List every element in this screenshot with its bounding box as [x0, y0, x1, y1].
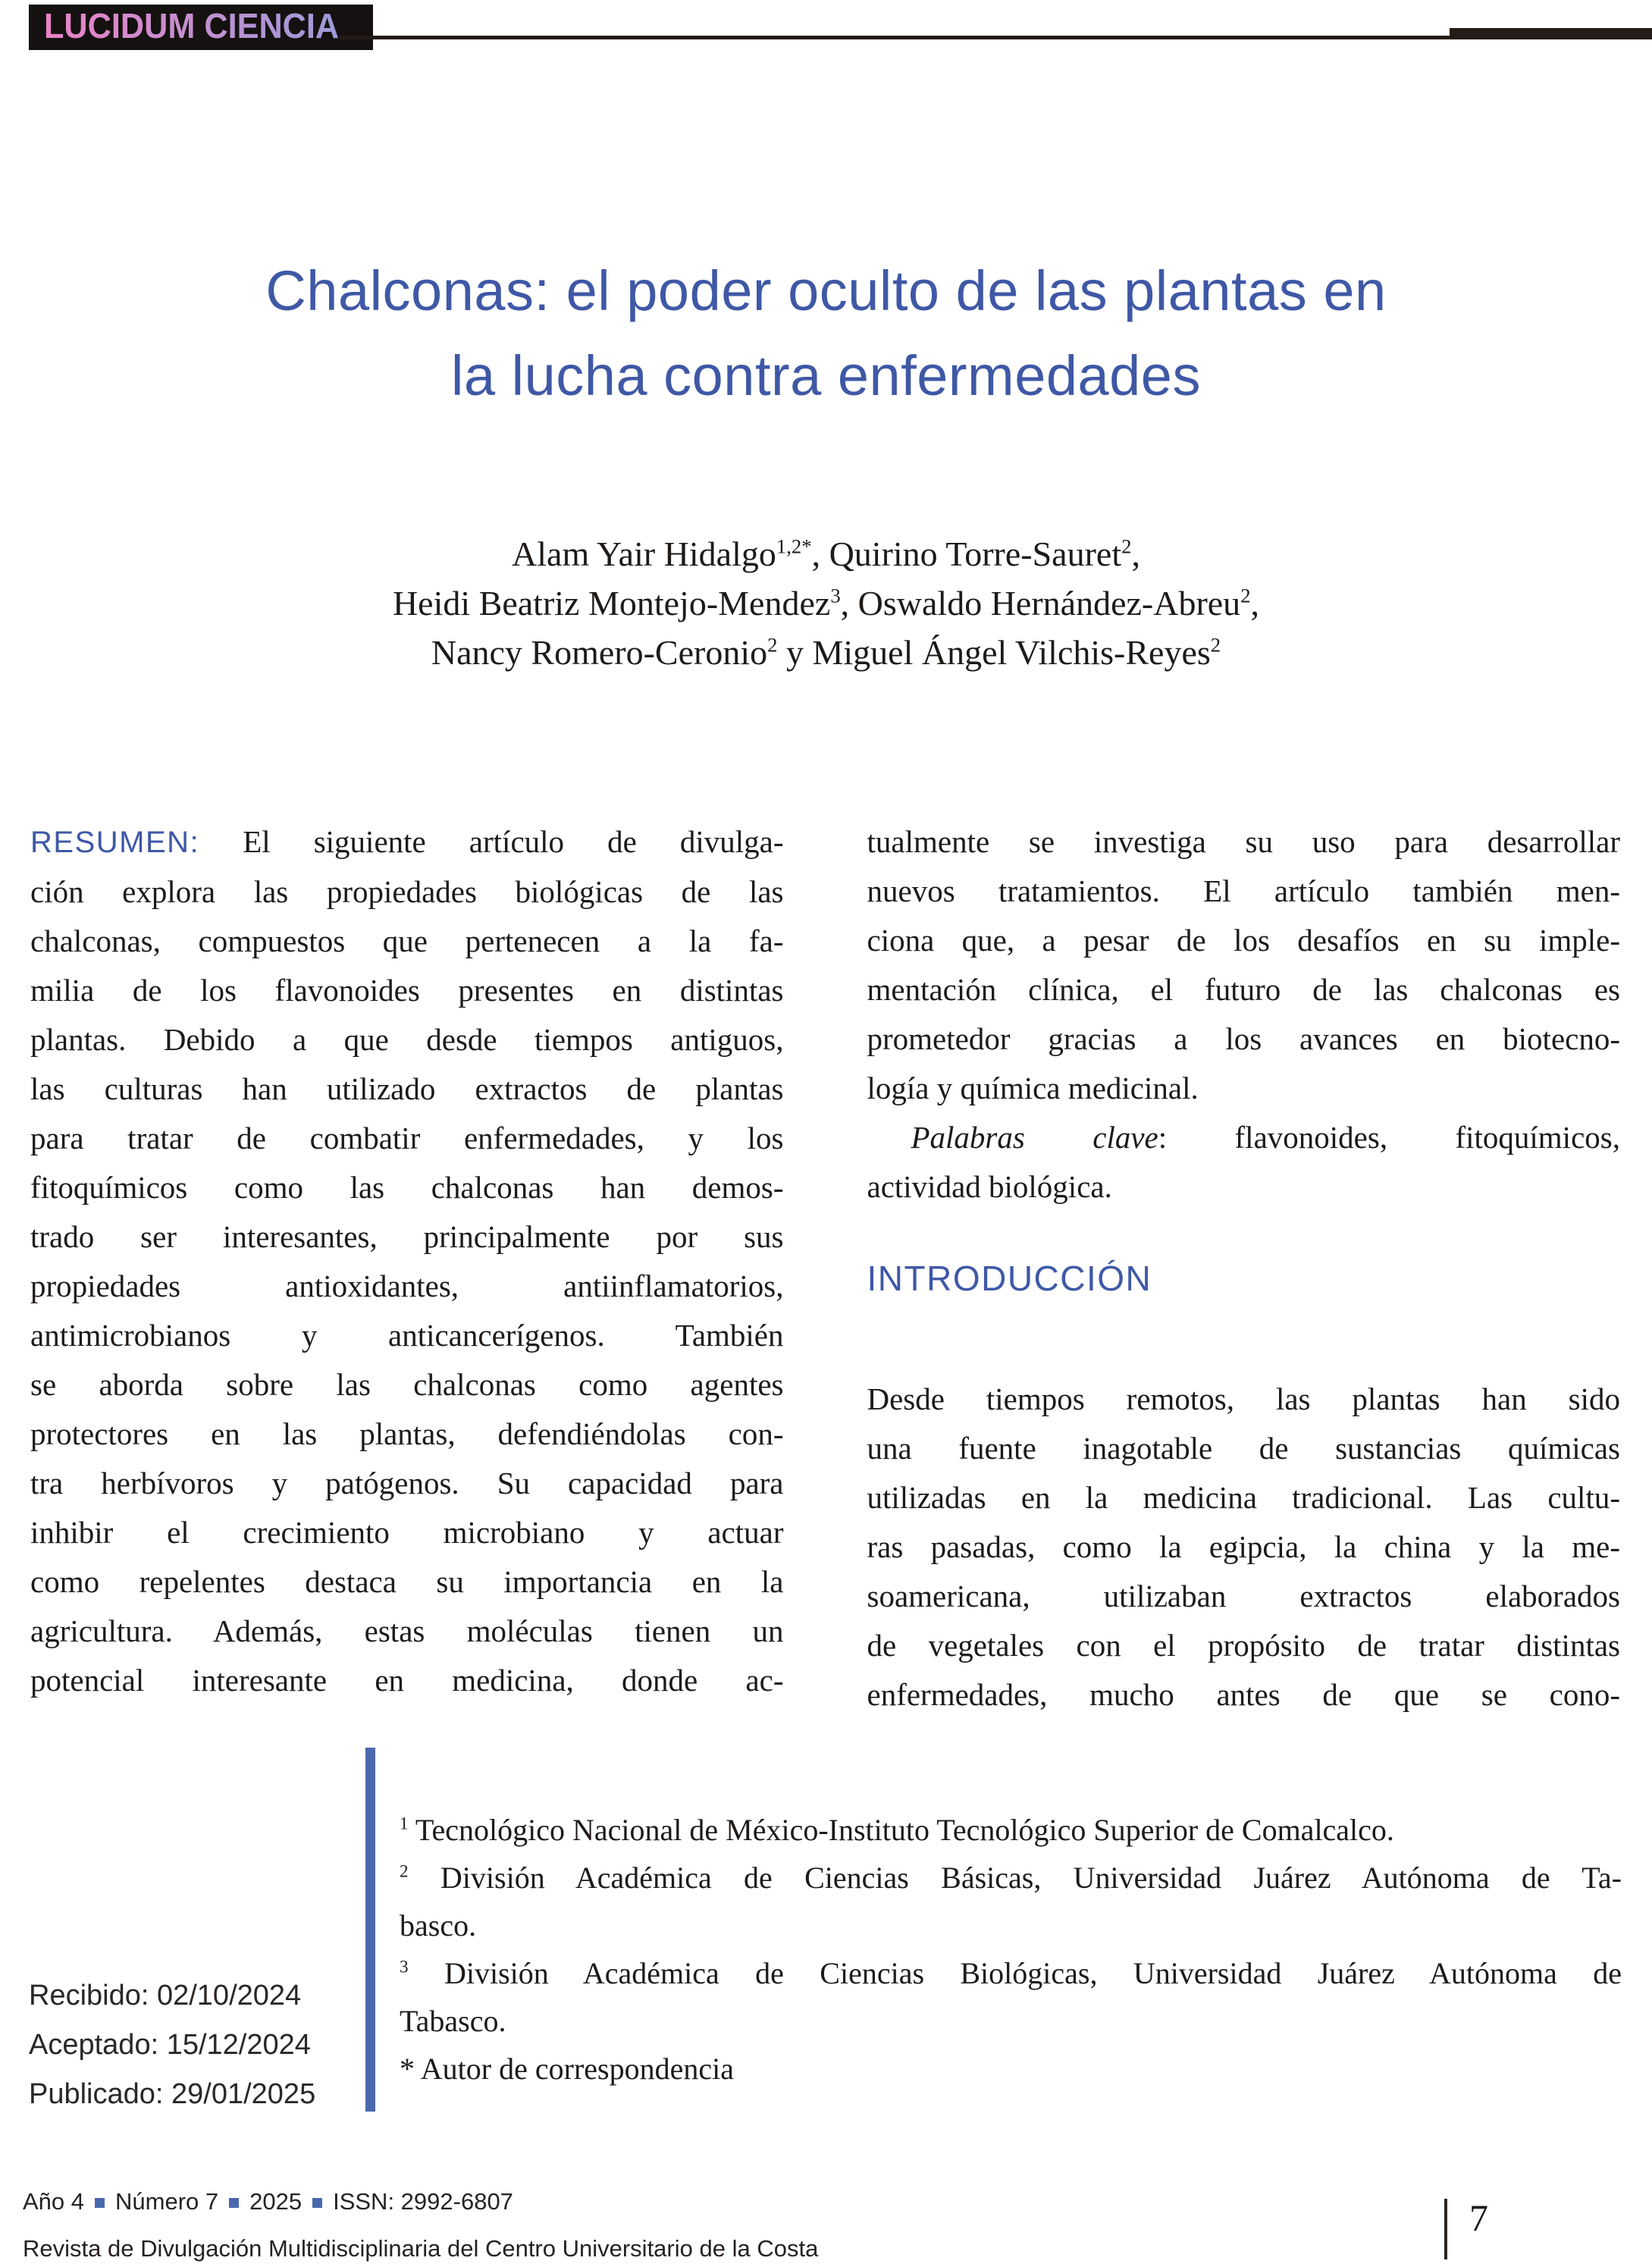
article-title-line2: la lucha contra enfermedades [451, 344, 1201, 407]
text-line: Nancy Romero-Ceronio$^2$ y Miguel Ángel Vilchis-Reyes$^2$ [431, 633, 1221, 672]
text-line: $^3$ División Académica de Ciencias Biológicas, Universidad Juárez Autónoma de [400, 1956, 1622, 1990]
text-line: propiedades antioxidantes, antiinflamatorios, [30, 1268, 784, 1303]
text-line: * Autor de correspondencia [400, 2052, 734, 2086]
text-line: como repelentes destaca su importancia en la [30, 1564, 784, 1599]
text-line: Heidi Beatriz Montejo-Mendez$^3$, Oswaldo Hernández-Abreu$^2$, [392, 584, 1260, 622]
text-line: para tratar de combatir enfermedades, y los [30, 1121, 784, 1155]
introduction-heading: INTRODUCCIÓN [867, 1259, 1152, 1298]
keywords-block [867, 1113, 1621, 1212]
text-line: inhibir el crecimiento microbiano y actuar [30, 1515, 784, 1550]
text-line: $^2$ División Académica de Ciencias Básicas, Universidad Juárez Autónoma de Ta- [400, 1861, 1622, 1895]
text-line: prometedor gracias a los avances en biotecno- [867, 1021, 1620, 1056]
text-line: protectores en las plantas, defendiéndolas con- [30, 1416, 784, 1451]
text-line: trado ser interesantes, principalmente por sus [30, 1219, 784, 1254]
page-number-rule [1444, 2199, 1447, 2259]
article-title [0, 249, 1652, 419]
authors-block [0, 529, 1652, 677]
footer-meta-text: Número 7 [115, 2188, 219, 2215]
footnote-divider-bar [365, 1748, 375, 2112]
text-line: plantas. Debido a que desde tiempos antiguos, [30, 1022, 784, 1057]
text-line: una fuente inagotable de sustancias químicas [867, 1431, 1620, 1466]
text-line: de vegetales con el propósito de tratar distintas [867, 1628, 1620, 1663]
text-line: Aceptado: 15/12/2024 [29, 2029, 311, 2061]
text-line: Publicado: 29/01/2025 [29, 2078, 316, 2110]
text-line: potencial interesante en medicina, donde ac- [30, 1663, 784, 1698]
text-line: antimicrobianos y anticancerígenos. También [30, 1318, 784, 1353]
text-line: tra herbívoros y patógenos. Su capacidad para [30, 1466, 784, 1500]
footer-issue-line [23, 2187, 818, 2217]
dates-block [29, 1971, 315, 2119]
abstract-continuation [867, 817, 1621, 1113]
text-line: se aborda sobre las chalconas como agentes [30, 1367, 784, 1402]
text-line: nuevos tratamientos. El artículo también men- [867, 873, 1620, 908]
text-line: fitoquímicos como las chalconas han demos- [30, 1170, 784, 1205]
text-line: soamericana, utilizaban extractos elaborados [867, 1579, 1620, 1613]
abstract-column [30, 817, 784, 1720]
body-columns [30, 817, 1620, 1720]
text-line: Desde tiempos remotos, las plantas han sido [867, 1381, 1620, 1416]
text-line: actividad biológica. [867, 1169, 1112, 1204]
text-line: logía y química medicinal. [867, 1071, 1199, 1105]
text-line: $^1$ Tecnológico Nacional de México-Instituto Tecnológico Superior de Comalcalco. [400, 1813, 1394, 1847]
text-line: enfermedades, mucho antes de que se cono- [867, 1677, 1620, 1712]
text-line: tualmente se investiga su uso para desarrollar [867, 824, 1620, 859]
text-line: mentación clínica, el futuro de las chalconas es [867, 972, 1620, 1007]
affiliations-footnotes [400, 1806, 1622, 2093]
header-bar [1450, 28, 1652, 39]
text-line: RESUMEN: El siguiente artículo de divulga- [30, 824, 784, 859]
footer-meta [23, 2187, 818, 2264]
page-number: 7 [1469, 2196, 1488, 2239]
text-line: ción explora las propiedades biológicas de las [30, 874, 784, 909]
footer-meta-text: ISSN: 2992-6807 [333, 2188, 513, 2215]
text-line: Alam Yair Hidalgo$^{1,2*}$, Quirino Torre-Sauret$^2$, [512, 535, 1140, 573]
footer-journal-name: Revista de Divulgación Multidisciplinaria del Centro Universitario de la Costa [23, 2235, 819, 2262]
text-line: basco. [400, 1908, 477, 1942]
text-line: utilizadas en la medicina tradicional. Las cultu- [867, 1480, 1620, 1515]
separator-square-icon [229, 2198, 239, 2208]
header-rule [340, 36, 1450, 39]
footer-meta-text: Año 4 [23, 2188, 85, 2215]
journal-logo-text: LUCIDUM CIENCIA [44, 6, 340, 45]
text-line: ciona que, a pesar de los desafíos en su imple- [867, 923, 1620, 958]
text-line: agricultura. Además, estas moléculas tienen un [30, 1613, 784, 1648]
separator-square-icon [312, 2198, 322, 2208]
footer-meta-text: 2025 [249, 2188, 303, 2215]
text-line: Palabras clave: flavonoides, fitoquímicos, [911, 1120, 1620, 1155]
right-column [867, 817, 1621, 1720]
text-line: ras pasadas, como la egipcia, la china y la me- [867, 1529, 1620, 1564]
journal-logo [29, 5, 373, 50]
article-title-line1: Chalconas: el poder oculto de las plantas en [265, 259, 1387, 322]
text-line: chalconas, compuestos que pertenecen a la fa- [30, 923, 784, 958]
separator-square-icon [95, 2198, 105, 2208]
text-line: las culturas han utilizado extractos de plantas [30, 1071, 784, 1106]
text-line: Recibido: 02/10/2024 [29, 1980, 302, 2011]
introduction-paragraph [867, 1375, 1621, 1720]
text-line: Tabasco. [400, 2004, 506, 2038]
text-line: milia de los flavonoides presentes en distintas [30, 973, 784, 1008]
